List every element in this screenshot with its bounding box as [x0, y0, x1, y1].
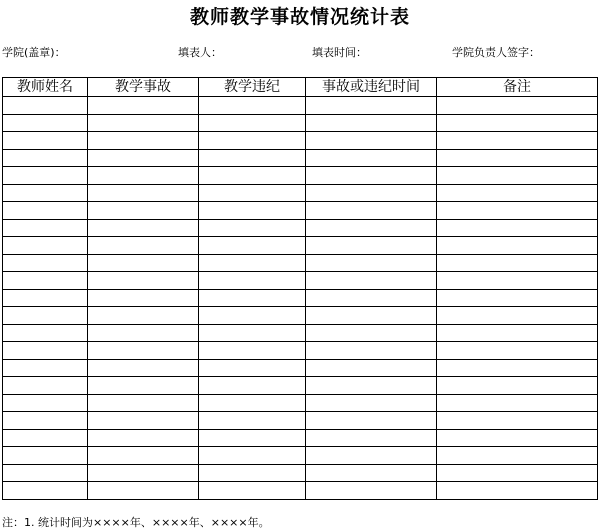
table-row — [3, 254, 598, 272]
table-cell[interactable] — [3, 359, 88, 377]
table-cell[interactable] — [199, 324, 306, 342]
table-cell[interactable] — [3, 237, 88, 255]
table-cell[interactable] — [437, 289, 598, 307]
table-cell[interactable] — [199, 132, 306, 150]
table-row — [3, 377, 598, 395]
table-cell[interactable] — [3, 324, 88, 342]
table-row — [3, 359, 598, 377]
table-cell[interactable] — [3, 412, 88, 430]
table-cell[interactable] — [88, 447, 199, 465]
table-row — [3, 202, 598, 220]
table-row — [3, 272, 598, 290]
table-cell[interactable] — [199, 359, 306, 377]
table-cell[interactable] — [3, 149, 88, 167]
table-cell[interactable] — [437, 202, 598, 220]
table-cell[interactable] — [199, 184, 306, 202]
table-cell[interactable] — [306, 237, 437, 255]
table-cell[interactable] — [437, 132, 598, 150]
table-row — [3, 167, 598, 185]
table-cell[interactable] — [3, 219, 88, 237]
table-cell[interactable] — [306, 184, 437, 202]
table-cell[interactable] — [199, 202, 306, 220]
table-cell[interactable] — [437, 219, 598, 237]
table-row — [3, 307, 598, 325]
table-cell[interactable] — [199, 464, 306, 482]
table-cell[interactable] — [437, 237, 598, 255]
table-cell[interactable] — [437, 184, 598, 202]
table-cell[interactable] — [437, 149, 598, 167]
table-cell[interactable] — [88, 219, 199, 237]
table-cell[interactable] — [437, 324, 598, 342]
table-cell[interactable] — [306, 307, 437, 325]
table-cell[interactable] — [437, 272, 598, 290]
college-seal-label: 学院(盖章)： — [2, 46, 66, 59]
table-row — [3, 429, 598, 447]
table-row — [3, 324, 598, 342]
table-cell[interactable] — [437, 307, 598, 325]
table-cell[interactable] — [199, 219, 306, 237]
table-cell[interactable] — [88, 272, 199, 290]
table-cell[interactable] — [306, 342, 437, 360]
table-cell[interactable] — [306, 394, 437, 412]
table-cell[interactable] — [88, 429, 199, 447]
table-cell[interactable] — [199, 254, 306, 272]
table-cell[interactable] — [306, 377, 437, 395]
table-row — [3, 149, 598, 167]
table-cell[interactable] — [3, 289, 88, 307]
table-cell[interactable] — [199, 482, 306, 500]
header-teaching-violation: 教学违纪 — [199, 78, 306, 97]
table-cell[interactable] — [88, 324, 199, 342]
table-cell[interactable] — [3, 97, 88, 115]
table-cell[interactable] — [437, 377, 598, 395]
table-cell[interactable] — [199, 237, 306, 255]
table-row — [3, 447, 598, 465]
table-cell[interactable] — [88, 114, 199, 132]
table-row — [3, 97, 598, 115]
table-cell[interactable] — [88, 237, 199, 255]
table-cell[interactable] — [88, 377, 199, 395]
table-cell[interactable] — [306, 219, 437, 237]
table-cell[interactable] — [199, 149, 306, 167]
table-cell[interactable] — [199, 307, 306, 325]
header-incident-time: 事故或违纪时间 — [306, 78, 437, 97]
table-cell[interactable] — [3, 114, 88, 132]
table-cell[interactable] — [437, 482, 598, 500]
table-cell[interactable] — [88, 307, 199, 325]
table-cell[interactable] — [306, 412, 437, 430]
statistics-table — [2, 77, 598, 500]
table-cell[interactable] — [437, 447, 598, 465]
table-cell[interactable] — [88, 412, 199, 430]
table-cell[interactable] — [88, 167, 199, 185]
table-cell[interactable] — [88, 202, 199, 220]
table-cell[interactable] — [3, 429, 88, 447]
table-cell[interactable] — [199, 342, 306, 360]
table-row — [3, 237, 598, 255]
table-row — [3, 219, 598, 237]
table-cell[interactable] — [199, 167, 306, 185]
table-row — [3, 289, 598, 307]
table-cell[interactable] — [306, 447, 437, 465]
fill-time-label: 填表时间： — [312, 46, 367, 59]
table-cell[interactable] — [437, 97, 598, 115]
table-cell[interactable] — [3, 464, 88, 482]
table-header-row — [3, 78, 598, 97]
table-cell[interactable] — [199, 289, 306, 307]
table-cell[interactable] — [437, 114, 598, 132]
table-cell[interactable] — [88, 394, 199, 412]
table-cell[interactable] — [306, 132, 437, 150]
table-cell[interactable] — [437, 359, 598, 377]
table-cell[interactable] — [437, 429, 598, 447]
table-row — [3, 114, 598, 132]
table-cell[interactable] — [3, 132, 88, 150]
table-cell[interactable] — [3, 167, 88, 185]
table-row — [3, 412, 598, 430]
table-cell[interactable] — [3, 272, 88, 290]
table-cell[interactable] — [199, 114, 306, 132]
table-cell[interactable] — [88, 254, 199, 272]
table-cell[interactable] — [306, 429, 437, 447]
table-row — [3, 464, 598, 482]
page-title: 教师教学事故情况统计表 — [189, 6, 410, 28]
table-cell[interactable] — [199, 377, 306, 395]
table-cell[interactable] — [199, 272, 306, 290]
table-cell[interactable] — [306, 359, 437, 377]
table-cell[interactable] — [3, 202, 88, 220]
table-cell[interactable] — [437, 167, 598, 185]
table-body — [3, 97, 598, 500]
table-cell[interactable] — [3, 447, 88, 465]
table-cell[interactable] — [306, 464, 437, 482]
table-cell[interactable] — [306, 324, 437, 342]
table-cell[interactable] — [88, 482, 199, 500]
table-cell[interactable] — [3, 482, 88, 500]
table-cell[interactable] — [437, 464, 598, 482]
table-cell[interactable] — [88, 149, 199, 167]
table-cell[interactable] — [306, 202, 437, 220]
header-teacher-name: 教师姓名 — [3, 78, 88, 97]
table-cell[interactable] — [306, 289, 437, 307]
table-cell[interactable] — [199, 429, 306, 447]
table-cell[interactable] — [437, 342, 598, 360]
table-cell[interactable] — [306, 97, 437, 115]
table-cell[interactable] — [306, 114, 437, 132]
header-teaching-accident: 教学事故 — [88, 78, 199, 97]
table-cell[interactable] — [88, 464, 199, 482]
table-cell[interactable] — [306, 167, 437, 185]
table-cell[interactable] — [3, 184, 88, 202]
table-cell[interactable] — [3, 307, 88, 325]
table-row — [3, 132, 598, 150]
table-row — [3, 394, 598, 412]
table-cell[interactable] — [306, 272, 437, 290]
table-cell[interactable] — [306, 254, 437, 272]
table-cell[interactable] — [88, 97, 199, 115]
table-cell[interactable] — [88, 289, 199, 307]
table-cell[interactable] — [306, 482, 437, 500]
table-row — [3, 482, 598, 500]
table-cell[interactable] — [3, 377, 88, 395]
table-cell[interactable] — [3, 342, 88, 360]
table-cell[interactable] — [3, 254, 88, 272]
table-cell[interactable] — [199, 412, 306, 430]
table-cell[interactable] — [88, 359, 199, 377]
table-cell[interactable] — [88, 184, 199, 202]
table-cell[interactable] — [437, 412, 598, 430]
header-remarks: 备注 — [437, 78, 598, 97]
table-row — [3, 184, 598, 202]
table-cell[interactable] — [3, 394, 88, 412]
table-cell[interactable] — [199, 97, 306, 115]
table-cell[interactable] — [88, 132, 199, 150]
table-cell[interactable] — [199, 394, 306, 412]
footnote: 注：1. 统计时间为××××年、××××年、××××年。 — [2, 516, 270, 529]
college-head-signature-label: 学院负责人签字： — [452, 46, 540, 59]
table-row — [3, 342, 598, 360]
table-cell[interactable] — [437, 394, 598, 412]
filler-label: 填表人： — [178, 46, 222, 59]
table-cell[interactable] — [437, 254, 598, 272]
table-cell[interactable] — [199, 447, 306, 465]
table-cell[interactable] — [306, 149, 437, 167]
table-cell[interactable] — [88, 342, 199, 360]
